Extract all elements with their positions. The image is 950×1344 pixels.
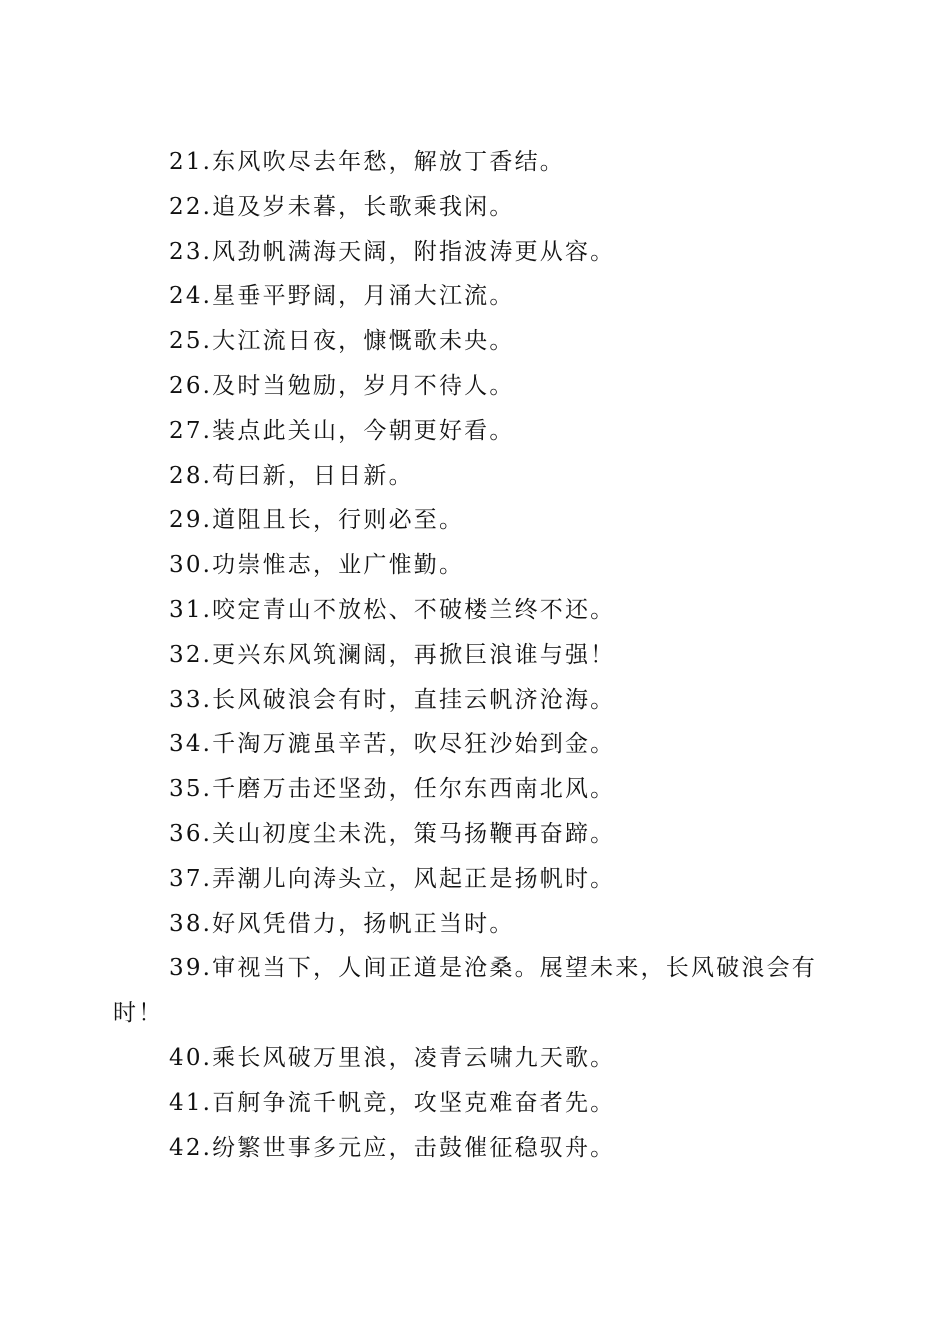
list-item-41: 41.百舸争流千帆竞，攻坚克难奋者先。 (169, 1089, 616, 1116)
list-item-24: 24.星垂平野阔，月涌大江流。 (169, 283, 515, 310)
list-item-35: 35.千磨万击还坚劲，任尔东西南北风。 (169, 776, 616, 803)
list-item-26: 26.及时当勉励，岁月不待人。 (169, 372, 515, 399)
list-item-34: 34.千淘万漉虽辛苦，吹尽狂沙始到金。 (169, 731, 616, 758)
list-item-38: 38.好风凭借力，扬帆正当时。 (169, 910, 515, 937)
list-item-37: 37.弄潮儿向涛头立，风起正是扬帆时。 (169, 865, 616, 892)
list-item-31: 31.咬定青山不放松、不破楼兰终不还。 (169, 596, 616, 623)
list-item-23: 23.风劲帆满海天阔，附指波涛更从容。 (169, 238, 616, 265)
list-item-36: 36.关山初度尘未洗，策马扬鞭再奋蹄。 (169, 820, 616, 847)
list-item-32: 32.更兴东风筑澜阔，再掀巨浪谁与强！ (169, 641, 616, 668)
list-item-22: 22.追及岁未暮，长歌乘我闲。 (169, 193, 515, 220)
list-item-27: 27.装点此关山，今朝更好看。 (169, 417, 515, 444)
list-item-30: 30.功崇惟志，业广惟勤。 (169, 552, 465, 579)
list-item-39: 39.审视当下，人间正道是沧桑。展望未来，长风破浪会有时！ (113, 955, 817, 1027)
list-item-33: 33.长风破浪会有时，直挂云帆济沧海。 (169, 686, 616, 713)
list-item-42: 42.纷繁世事多元应，击鼓催征稳驭舟。 (169, 1134, 616, 1161)
list-item-29: 29.道阻且长，行则必至。 (169, 507, 465, 534)
list-item-28: 28.苟曰新，日日新。 (169, 462, 414, 489)
list-item-40: 40.乘长风破万里浪，凌青云啸九天歌。 (169, 1044, 616, 1071)
list-item-21: 21.东风吹尽去年愁，解放丁香结。 (169, 149, 565, 175)
document-body (113, 140, 828, 1170)
list-item-25: 25.大江流日夜，慷慨歌未央。 (169, 328, 515, 355)
